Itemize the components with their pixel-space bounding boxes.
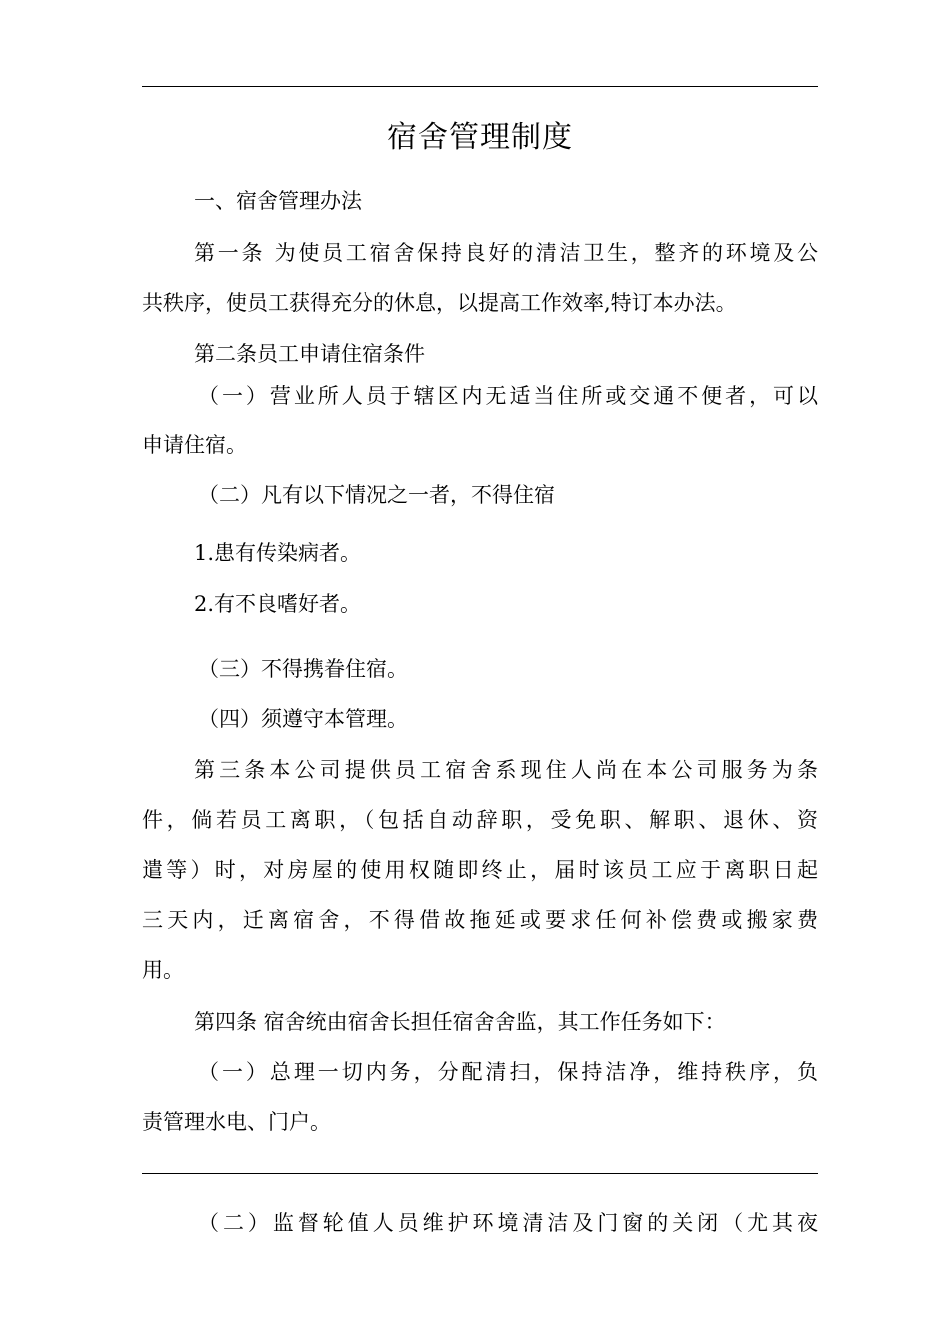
article-2-item-3: （三）不得携眷住宿。 xyxy=(198,657,408,681)
article-2-item-1-line-2: 申请住宿。 xyxy=(142,433,247,457)
article-2-item-2: （二）凡有以下情况之一者，不得住宿 xyxy=(198,483,555,507)
page-break-rule xyxy=(142,1173,818,1174)
article-1-line-1: 第一条 为使员工宿舍保持良好的清洁卫生，整齐的环境及公 xyxy=(194,241,818,265)
article-3-line-3: 遣等）时，对房屋的使用权随即终止，届时该员工应于离职日起 xyxy=(142,858,818,882)
article-3-line-1: 第三条本公司提供员工宿舍系现住人尚在本公司服务为条 xyxy=(194,758,818,782)
article-3-line-5: 用。 xyxy=(142,958,184,982)
article-4-heading: 第四条 宿舍统由宿舍长担任宿舍舍监，其工作任务如下： xyxy=(194,1010,726,1034)
article-2-item-1-line-1: （一）营业所人员于辖区内无适当住所或交通不便者，可以 xyxy=(198,384,818,408)
header-rule xyxy=(142,86,818,87)
article-4-item-1-line-2: 责管理水电、门户。 xyxy=(142,1110,331,1134)
section-heading: 一、宿舍管理办法 xyxy=(194,189,362,213)
article-1-line-2: 共秩序，使员工获得充分的休息，以提高工作效率,特订本办法。 xyxy=(142,291,737,315)
article-2-item-4: （四）须遵守本管理。 xyxy=(198,707,408,731)
list-item-1: 1.患有传染病者。 xyxy=(194,541,362,565)
article-4-item-2-line-1: （二）监督轮值人员维护环境清洁及门窗的关闭（尤其夜 xyxy=(198,1211,818,1235)
document-title: 宿舍管理制度 xyxy=(387,120,573,155)
article-3-line-2: 件，倘若员工离职，（包括自动辞职，受免职、解职、退休、资 xyxy=(142,808,818,832)
article-4-item-1-line-1: （一）总理一切内务，分配清扫，保持洁净，维持秩序，负 xyxy=(198,1060,818,1084)
article-2-heading: 第二条员工申请住宿条件 xyxy=(194,342,425,366)
list-item-2: 2.有不良嗜好者。 xyxy=(194,592,362,616)
article-3-line-4: 三天内，迁离宿舍，不得借故拖延或要求任何补偿费或搬家费 xyxy=(142,908,818,932)
